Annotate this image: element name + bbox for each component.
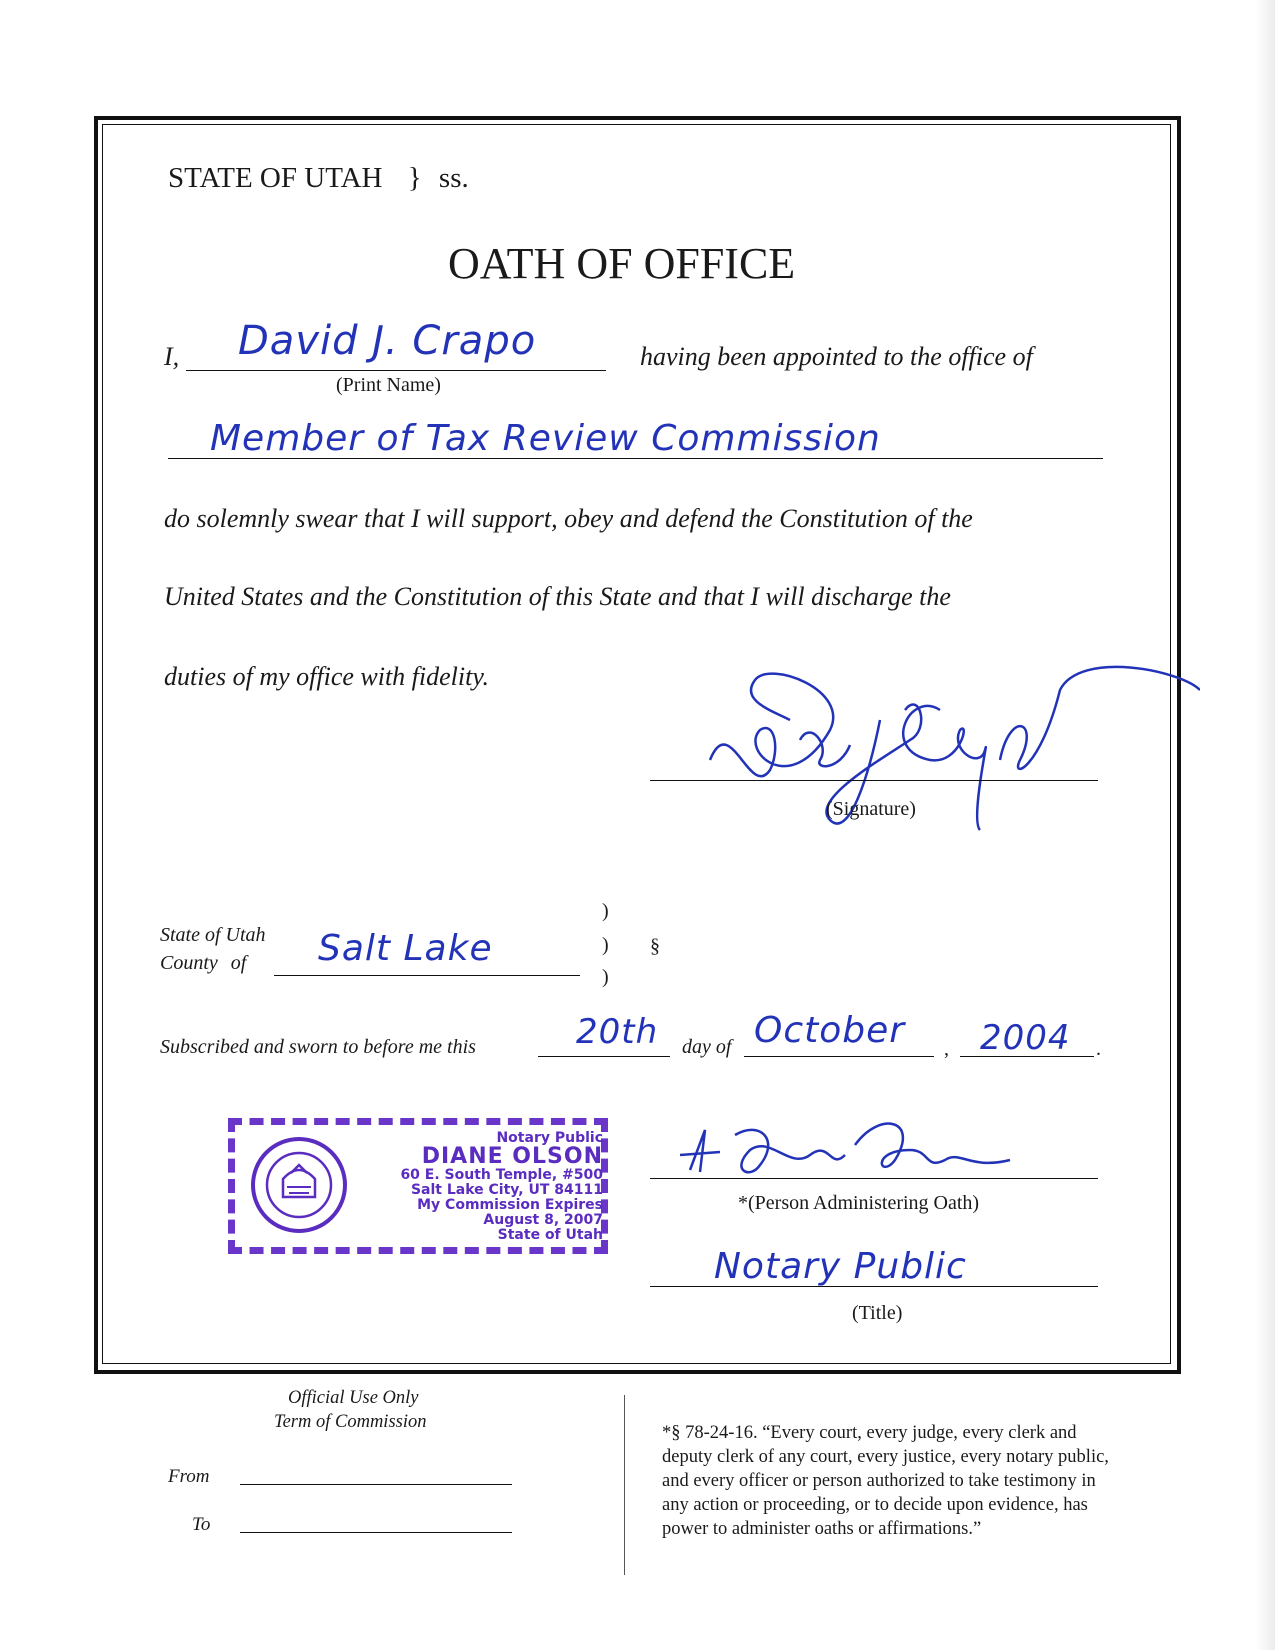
sworn-year-line (960, 1056, 1094, 1057)
county-line (274, 975, 580, 976)
footnote-line-1: *§ 78-24-16. “Every court, every judge, every clerk and (662, 1423, 1077, 1443)
from-line (240, 1484, 512, 1485)
stamp-line-6: August 8, 2007 (483, 1212, 603, 1228)
state-label: STATE OF UTAH (168, 162, 383, 194)
county-label: County (160, 952, 218, 974)
brace: } (407, 162, 422, 194)
sworn-year-value: 2004 (980, 1018, 1071, 1058)
notary-stamp-text (385, 1131, 603, 1243)
county-value: Salt Lake (318, 928, 493, 969)
administering-line (650, 1178, 1098, 1179)
print-name-line (186, 370, 606, 371)
sworn-day-line (538, 1056, 670, 1057)
title-caption: (Title) (852, 1302, 903, 1324)
sworn-month-value: October (754, 1010, 906, 1051)
oath-taker-signature (680, 650, 1200, 840)
section-symbol: § (650, 935, 660, 957)
notary-stamp (228, 1118, 608, 1254)
state-heading (168, 162, 469, 195)
statute-footnote (662, 1421, 1162, 1541)
to-line (240, 1532, 512, 1533)
appointed-text: having been appointed to the office of (640, 342, 1033, 371)
sworn-prefix: Subscribed and sworn to before me this (160, 1036, 476, 1058)
print-name-caption: (Print Name) (336, 374, 441, 396)
oath-body-line-1: do solemnly swear that I will support, obey and defend the Constitution of the (164, 504, 973, 533)
oath-body-line-3: duties of my office with fidelity. (164, 662, 489, 691)
county-of-label: of (230, 952, 247, 974)
footnote-line-3: and every officer or person authorized to take testimony in (662, 1471, 1096, 1491)
signature-line (650, 780, 1098, 781)
stamp-line-4: Salt Lake City, UT 84111 (410, 1182, 603, 1198)
stamp-line-1: Notary Public (496, 1130, 603, 1146)
ss-label: ss. (438, 162, 469, 194)
stamp-line-3: 60 E. South Temple, #500 (400, 1167, 603, 1183)
stamp-line-2: DIANE OLSON (421, 1144, 603, 1169)
sworn-period: . (1096, 1038, 1101, 1060)
office-line (168, 458, 1103, 459)
office-value: Member of Tax Review Commission (210, 418, 881, 459)
notary-seal-icon (249, 1135, 349, 1235)
i-label: I, (164, 342, 180, 371)
title-line (650, 1286, 1098, 1287)
venue-state-label: State of Utah (160, 924, 266, 946)
footnote-line-4: any action or proceeding, or to decide upon evidence, has (662, 1495, 1088, 1515)
oath-body-line-2: United States and the Constitution of this State and that I will discharge the (164, 582, 951, 611)
signature-caption: (Signature) (826, 798, 916, 820)
footer-divider (624, 1395, 625, 1575)
page-title: OATH OF OFFICE (448, 239, 796, 288)
page-edge (1255, 0, 1275, 1650)
sworn-comma: , (944, 1038, 949, 1060)
sworn-month-line (744, 1056, 934, 1057)
from-label: From (168, 1466, 210, 1487)
venue-county-label (160, 952, 246, 975)
venue-paren-2: ) (602, 934, 609, 956)
stamp-line-5: My Commission Expires (417, 1197, 603, 1213)
term-of-commission-heading: Term of Commission (274, 1412, 427, 1432)
sworn-day-of: day of (682, 1036, 732, 1058)
footnote-line-2: deputy clerk of any court, every justice, every notary public, (662, 1447, 1109, 1467)
venue-paren-3: ) (602, 966, 609, 988)
stamp-line-7: State of Utah (497, 1227, 603, 1243)
venue-paren-1: ) (602, 900, 609, 922)
official-use-heading: Official Use Only (288, 1388, 419, 1408)
sworn-day-value: 20th (576, 1012, 659, 1052)
administering-caption: *(Person Administering Oath) (738, 1192, 980, 1214)
print-name-value: David J. Crapo (238, 318, 537, 364)
notary-title-value: Notary Public (714, 1246, 967, 1287)
to-label: To (192, 1514, 211, 1535)
footnote-line-5: power to administer oaths or affirmations.” (662, 1519, 982, 1539)
